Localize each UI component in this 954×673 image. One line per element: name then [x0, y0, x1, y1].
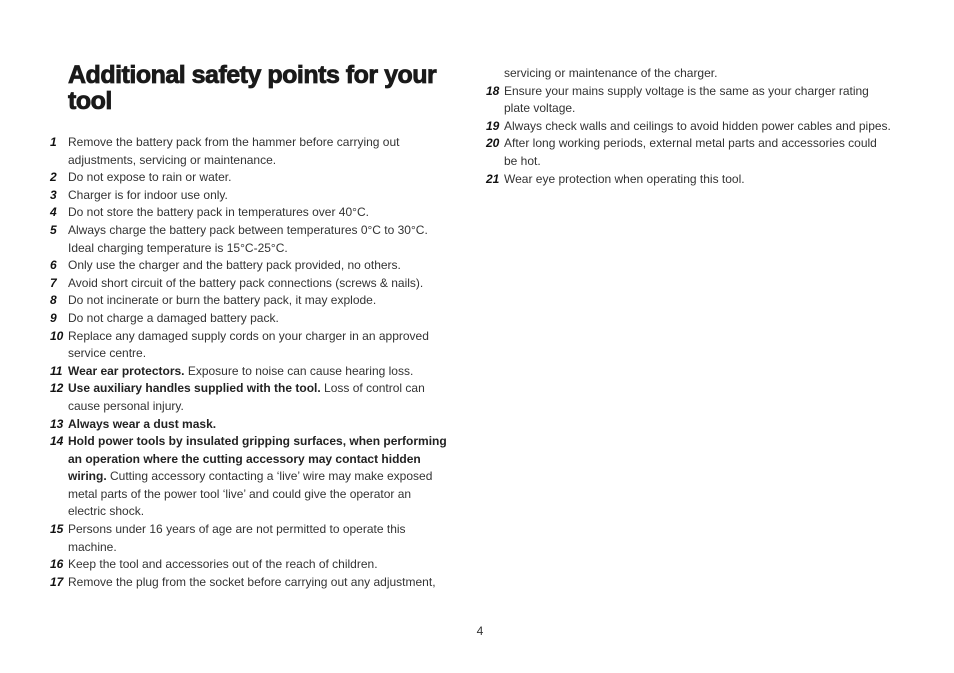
- item-text: [68, 134, 450, 169]
- item-number: 9: [50, 310, 57, 325]
- item-text: [68, 380, 450, 415]
- item-text: [68, 521, 450, 556]
- item-text: [68, 416, 450, 434]
- item-text: [68, 275, 450, 293]
- item-number: 16: [50, 557, 64, 572]
- safety-list-right: [486, 65, 891, 188]
- item-text-part: Do not incinerate or burn the battery pack, it may explode.: [68, 293, 377, 308]
- item-text-part: Exposure to noise can cause hearing loss.: [184, 363, 414, 378]
- item-number: 8: [50, 293, 57, 308]
- item-text: [68, 574, 450, 592]
- item-text: [68, 328, 450, 363]
- item-number: 6: [50, 258, 57, 273]
- item-text-part: Only use the charger and the battery pack provided, no others.: [68, 258, 401, 273]
- page-number: 4: [476, 624, 484, 638]
- safety-list-left: [50, 134, 450, 591]
- item-number: 12: [50, 381, 64, 396]
- item-text-part: Loss of control can cause personal injury.: [68, 381, 425, 413]
- item-text: [68, 222, 450, 257]
- safety-item: [50, 292, 450, 310]
- item-text-part: Do not store the battery pack in temperatures over 40°C.: [68, 205, 369, 220]
- item-number: 1: [50, 135, 57, 149]
- item-text: [504, 135, 891, 170]
- item-text-emphasis: Wear ear protectors.: [68, 363, 185, 378]
- item-text-part: Remove the plug from the socket before carrying out any adjustment,: [68, 574, 436, 589]
- item-number: 10: [50, 328, 64, 343]
- item-text-emphasis: Hold power tools by insulated gripping surfaces, when performing an operation where the cutting accessory may contact hidden wiring.: [68, 434, 447, 484]
- item-number: 5: [50, 222, 57, 237]
- item-number: 17: [50, 574, 64, 589]
- safety-item: [486, 171, 891, 189]
- item-text: [68, 433, 450, 521]
- item-number: 11: [50, 363, 63, 378]
- item-text-part: Charger is for indoor use only.: [68, 187, 228, 202]
- safety-item: [50, 169, 450, 187]
- item-text: [504, 171, 891, 189]
- item-text-part: Do not expose to rain or water.: [68, 170, 232, 185]
- item-text: [68, 363, 450, 381]
- item-text-part: Ensure your mains supply voltage is the same as your charger rating plate voltage.: [504, 83, 869, 116]
- item-text: [68, 310, 450, 328]
- safety-item: [50, 380, 450, 415]
- item-text-part: Always check walls and ceilings to avoid hidden power cables and pipes.: [504, 118, 891, 133]
- safety-item: [50, 521, 450, 556]
- safety-item: [50, 416, 450, 434]
- safety-item: [50, 363, 450, 381]
- safety-item: [50, 187, 450, 205]
- item-number: 2: [50, 170, 57, 185]
- item-text: [68, 204, 450, 222]
- item-text: [68, 556, 450, 574]
- safety-item: [50, 328, 450, 363]
- safety-item: [50, 574, 450, 592]
- safety-item: [486, 118, 891, 136]
- item-text: [504, 83, 891, 118]
- item-number: 3: [50, 187, 57, 202]
- safety-item: [50, 204, 450, 222]
- item-number: 15: [50, 522, 64, 537]
- item-text-part: Remove the battery pack from the hammer before carrying out adjustments, servicing or maintenance.: [68, 135, 400, 167]
- item-number: 20: [486, 136, 500, 151]
- item-text-emphasis: Use auxiliary handles supplied with the tool.: [68, 381, 321, 396]
- item-text: [504, 118, 891, 136]
- item-text: [68, 292, 450, 310]
- page-title: Additional safety points for your tool: [68, 61, 437, 115]
- safety-item: [50, 222, 450, 257]
- item-number: 13: [50, 416, 64, 431]
- safety-item: [50, 310, 450, 328]
- item-text-part: Replace any damaged supply cords on your charger in an approved service centre.: [68, 328, 429, 361]
- item-text-part: Do not charge a damaged battery pack.: [68, 310, 279, 325]
- item-text-part: Persons under 16 years of age are not permitted to operate this machine.: [68, 522, 406, 554]
- item-number: 14: [50, 434, 64, 449]
- safety-item: [486, 135, 891, 170]
- item-text: [68, 257, 450, 275]
- safety-item: [50, 275, 450, 293]
- item-number: 18: [486, 83, 500, 98]
- item-text-part: Wear eye protection when operating this tool.: [504, 171, 745, 186]
- item-text-part: Avoid short circuit of the battery pack connections (screws & nails).: [68, 275, 424, 290]
- item-text: [504, 65, 891, 83]
- item-text-part: After long working periods, external metal parts and accessories could be hot.: [504, 136, 877, 168]
- safety-item: [486, 65, 891, 83]
- item-number: 19: [486, 118, 500, 133]
- item-text-part: Keep the tool and accessories out of the reach of children.: [68, 557, 378, 572]
- item-number: 21: [486, 171, 500, 186]
- item-text-part: Always charge the battery pack between temperatures 0°C to 30°C. Ideal charging temperature is 15°C-25°C.: [68, 222, 428, 255]
- item-text-part: Cutting accessory contacting a ‘live’ wire may make exposed metal parts of the power tool ‘live’ and could give the operator an electric shock.: [68, 469, 433, 519]
- item-text: [68, 187, 450, 205]
- item-text: [68, 169, 450, 187]
- safety-item: [50, 433, 450, 521]
- safety-item: [50, 257, 450, 275]
- safety-item: [50, 134, 450, 169]
- item-number: [486, 65, 504, 83]
- item-text-emphasis: Always wear a dust mask.: [68, 416, 217, 431]
- safety-item: [486, 83, 891, 118]
- safety-item: [50, 556, 450, 574]
- item-text-part: servicing or maintenance of the charger.: [504, 66, 718, 80]
- item-number: 4: [50, 205, 57, 220]
- item-number: 7: [50, 275, 57, 290]
